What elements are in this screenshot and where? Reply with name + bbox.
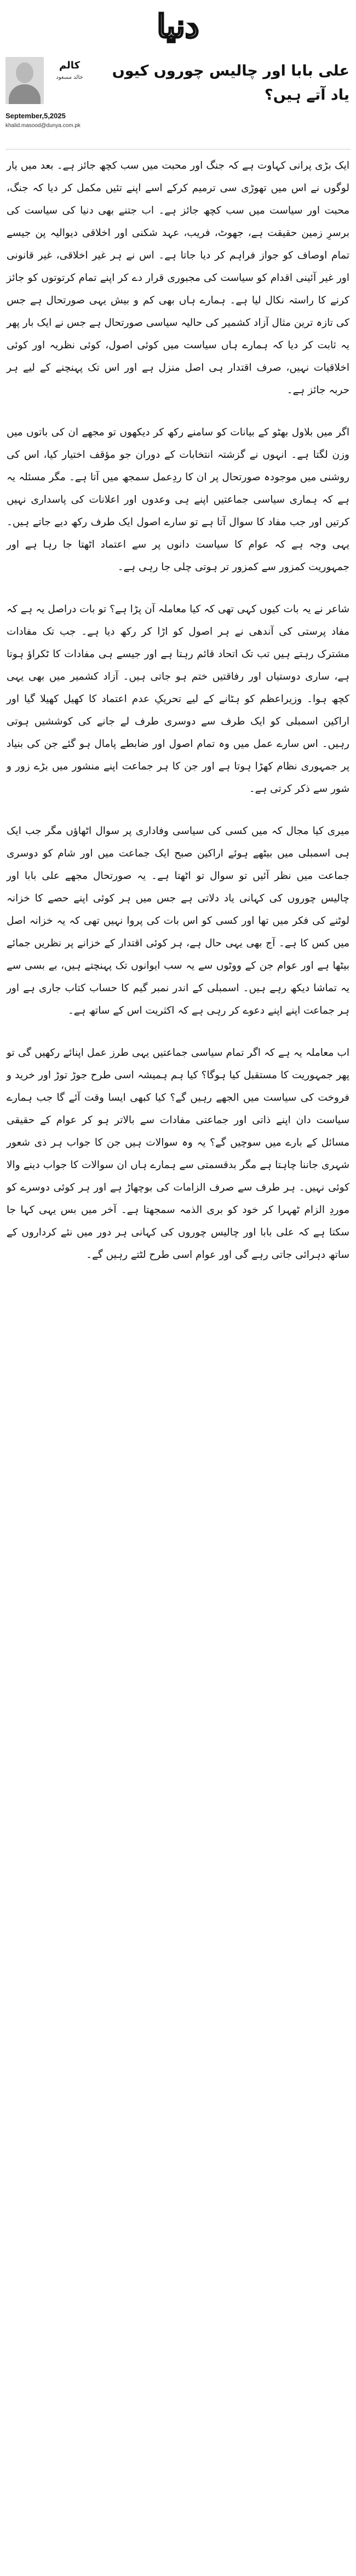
paragraph: شاعر نے یہ بات کیوں کہی تھی کہ کیا معاملہ آن پڑا ہے؟ تو بات دراصل یہ ہے کہ مفاد پرستی کی آندھی نے ہر اصول کو اڑا کر رکھ دیا ہے۔ جب تک مفادات مشترک رہتے ہیں تب تک اتحاد قائم رہتا ہے اور جیسے ہی مفادات کا ٹکراؤ ہوتا ہے، ساری دوستیاں اور رفاقتیں ختم ہو جاتی ہیں۔ آزاد کشمیر میں بھی یہی کچھ ہوا۔ وزیراعظم کو ہٹانے کے لیے تحریکِ عدم اعتماد کا کھیل کھیلا گیا اور اراکین اسمبلی کو ایک طرف سے دوسری طرف لے جانے کی کوششیں ہوتی رہیں۔ اس سارے عمل میں وہ تمام اصول اور ضابطے پامال ہو گئے جن کی بنیاد پر جمہوری نظام کھڑا ہوتا ہے اور جن کا ہر جماعت اپنے منشور میں بڑے زور و شور سے ذکر کرتی ہے۔ [7, 603, 349, 795]
publish-date: September,5,2025 [5, 112, 66, 120]
author-photo [5, 57, 44, 104]
masthead [0, 0, 356, 53]
header-divider [5, 149, 351, 150]
paragraph: اب معاملہ یہ ہے کہ اگر تمام سیاسی جماعتیں یہی طرز عمل اپنائے رکھیں گی تو پھر جمہوریت کا مستقبل کیا ہوگا؟ کیا ہم ہمیشہ اسی طرح جوڑ توڑ اور خرید و فروخت کی سیاست میں الجھے رہیں گے؟ کیا کبھی ایسا وقت آئے گا جب ہمارے سیاست دان اپنے ذاتی اور جماعتی مفادات سے بالاتر ہو کر عوام کے حقیقی مسائل کے بارے میں سوچیں گے؟ یہ وہ سوالات ہیں جن کا جواب ہر ذی شعور شہری جاننا چاہتا ہے مگر بدقسمتی سے ہمارے ہاں ان سوالات کا جواب دینے والا کوئی نہیں۔ ہر طرف سے صرف الزامات کی بوچھاڑ ہے اور ہر کوئی دوسرے کو موردِ الزام ٹھہرا کر خود کو بری الذمہ سمجھتا ہے۔ آخر میں بس یہی کہا جا سکتا ہے کہ علی بابا اور چالیس چوروں کی کہانی ہر دور میں نئے کرداروں کے ساتھ دہرائی جاتی رہے گی اور عوام اسی طرح لٹتے رہیں گے۔ [7, 1047, 349, 1261]
paragraph: اگر میں بلاول بھٹو کے بیانات کو سامنے رکھ کر دیکھوں تو مجھے ان کی باتوں میں وزن لگتا ہے۔ انہوں نے گزشتہ انتخابات کے دوران جو مؤقف اختیار کیا، اس کی روشنی میں موجودہ صورتحال پر ان کا ردِعمل سمجھ میں آتا ہے۔ مگر مسئلہ یہ ہے کہ ہماری سیاسی جماعتیں اپنے ہی وعدوں اور اعلانات کی پاسداری نہیں کرتیں اور جب مفاد کا سوال آتا ہے تو سارے اصول ایک طرف رکھ دیے جاتے ہیں۔ یہی وجہ ہے کہ عوام کا سیاست دانوں پر سے اعتماد اٹھتا جا رہا ہے اور جمہوریت کمزور سے کمزور تر ہوتی چلی جا رہی ہے۔ [7, 427, 349, 573]
column-badge: کالم [59, 59, 81, 71]
article-header [0, 55, 356, 164]
newspaper-logo: دنیا [157, 8, 199, 45]
author-name: خالد مسعود [56, 74, 83, 81]
byline-card [3, 57, 95, 160]
paragraph: میری کیا مجال کہ میں کسی کی سیاسی وفاداری پر سوال اٹھاؤں مگر جب ایک ہی اسمبلی میں بیٹھے ہوئے اراکین صبح ایک جماعت میں اور شام کو دوسری جماعت میں نظر آئیں تو سوال تو اٹھتا ہے۔ یہ صورتحال مجھے علی بابا اور چالیس چوروں کی کہانی یاد دلاتی ہے جس میں ہر کوئی اپنے حصے کا خزانہ لوٹنے کی فکر میں تھا اور کسی کو اس بات کی پروا نہیں تھی کہ یہ خزانہ اصل میں کس کا ہے۔ آج بھی یہی حال ہے، ہر کوئی اقتدار کے خزانے پر نظریں جمائے بیٹھا ہے اور عوام جن کے ووٹوں سے یہ سب ایوانوں تک پہنچتے ہیں، بے بسی سے یہ تماشا دیکھ رہے ہیں۔ اسمبلی کے اندر نمبر گیم کا حساب کتاب جاری ہے اور ہر جماعت اپنے اپنے دعوے کر رہی ہے کہ اکثریت اس کے ساتھ ہے۔ [7, 825, 349, 1016]
paragraph: ایک بڑی پرانی کہاوت ہے کہ جنگ اور محبت میں سب کچھ جائز ہے۔ بعد میں یار لوگوں نے اس میں تھوڑی سی ترمیم کرکے اسے اپنے تئیں مکمل کر دیا کہ جنگ، محبت اور سیاست میں سب کچھ جائز ہے۔ اب جتنے بھی دنیا کی سیاست کی برسرِ زمین حقیقت ہے، جھوٹ، فریب، عہد شکنی اور اخلاقی دیوالیہ پن جیسے تمام اوصاف کو جواز فراہم کر دیا جاتا ہے۔ اس نے ہر غیر اخلاقی، غیر قانونی اور غیر آئینی اقدام کو سیاست کی مجبوری قرار دے کر اپنے تمام کرتوتوں کو جائز کرنے کا راستہ نکال لیا ہے۔ ہمارے ہاں بھی کم و بیش یہی صورتحال ہے جس کی تازہ ترین مثال آزاد کشمیر کی حالیہ سیاسی صورتحال ہے جس نے ایک بار پھر یہ ثابت کر دیا کہ ہمارے ہاں سیاست میں کوئی اصول، کوئی نظریہ اور کوئی اخلاقیات نہیں، صرف اقتدار ہی اصل منزل ہے اور اس تک پہنچنے کے لیے ہر حربہ جائز ہے۔ [7, 160, 349, 396]
headline: علی بابا اور چالیس چوروں کیوں یاد آتے ہیں؟ [112, 62, 349, 104]
article-body [7, 154, 349, 1286]
author-email[interactable]: khalid.masood@dunya.com.pk [5, 123, 81, 129]
